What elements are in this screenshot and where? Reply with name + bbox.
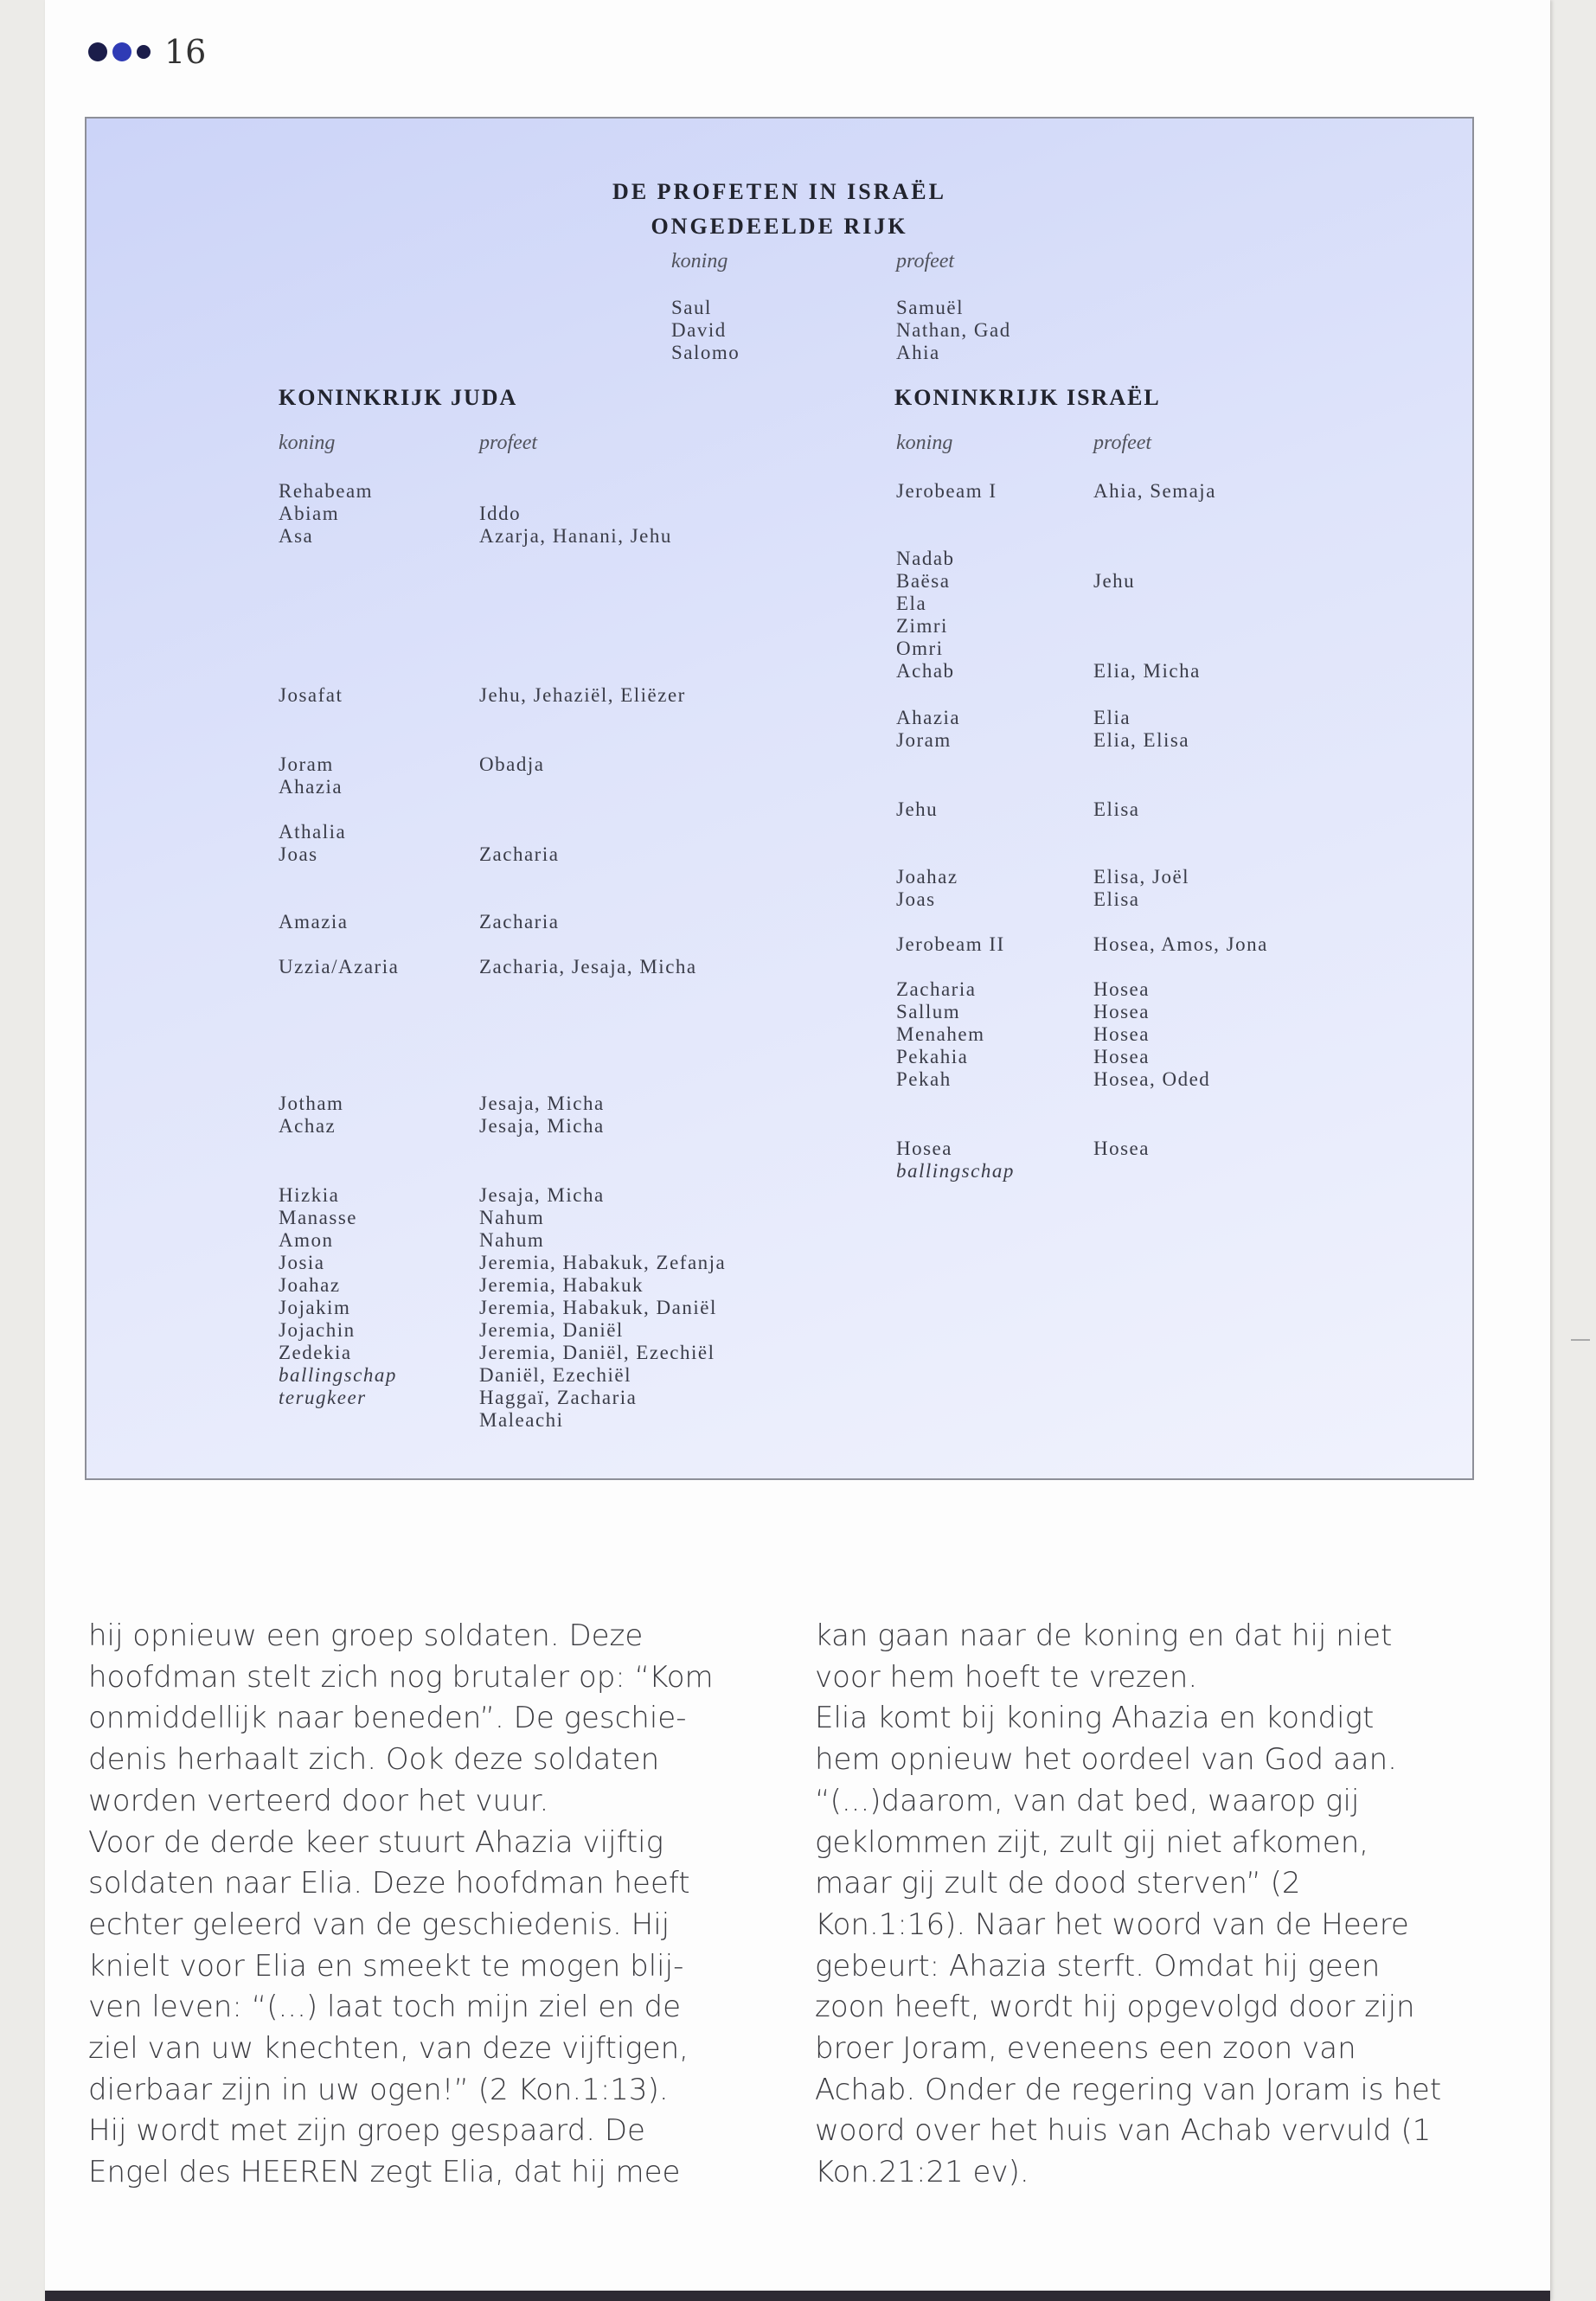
prophet-names	[1093, 1160, 1150, 1183]
page-number: 16	[164, 33, 207, 71]
king-name: Zedekia	[279, 1342, 352, 1363]
israel-group	[896, 933, 1005, 956]
king-name: Amon	[279, 1229, 334, 1251]
israel-group-prophets	[1093, 707, 1189, 752]
table-title: DE PROFETEN IN ISRAËL	[612, 179, 946, 204]
king-name: Josia	[279, 1252, 325, 1273]
king-name: Sallum	[896, 1001, 961, 1022]
prophet-names	[479, 821, 559, 843]
juda-group-prophets	[479, 1184, 726, 1432]
period-label: ballingschap	[896, 1160, 1015, 1182]
king-name: Achab	[896, 660, 955, 682]
king-name: Joahaz	[279, 1274, 341, 1296]
israel-heading: KONINKRIJK ISRAËL	[894, 385, 1161, 410]
juda-group-prophets	[479, 753, 544, 798]
prophet-names: Zacharia	[479, 843, 560, 865]
king-name: Josafat	[279, 684, 343, 706]
juda-group-prophets	[479, 1093, 605, 1138]
prophet-names: Elia, Micha	[1093, 660, 1201, 682]
period-label: ballingschap	[279, 1364, 397, 1386]
juda-col-king: koning	[279, 432, 336, 454]
king-name: Abiam	[279, 503, 340, 524]
israel-group-prophets	[1093, 933, 1268, 956]
king-name: Jerobeam II	[896, 933, 1005, 955]
king-name: Salomo	[671, 342, 740, 363]
king-name: Zacharia	[896, 978, 977, 1000]
juda-group-prophets	[479, 684, 686, 707]
prophet-names: Jeremia, Habakuk, Daniël	[479, 1297, 717, 1318]
prophet-names: Hosea	[1093, 1046, 1150, 1067]
king-name: Hosea	[896, 1138, 952, 1159]
prophet-names	[1093, 593, 1201, 615]
juda-group-prophets	[479, 480, 672, 548]
prophet-names	[1093, 638, 1201, 660]
king-name: Omri	[896, 638, 944, 659]
juda-group-prophets	[479, 911, 559, 933]
israel-group	[896, 480, 997, 503]
king-name: Baësa	[896, 570, 951, 592]
undivided-col-prophet: profeet	[896, 250, 955, 272]
israel-group	[896, 798, 938, 821]
prophet-names: Nathan, Gad	[896, 319, 1011, 341]
body-column-left	[88, 1616, 763, 2194]
prophet-names: Iddo	[479, 503, 522, 524]
king-name: Saul	[671, 297, 712, 318]
king-name: Ahazia	[279, 776, 343, 798]
prophet-names	[479, 480, 672, 503]
juda-group-prophets	[479, 956, 697, 978]
israel-group-prophets	[1093, 798, 1140, 821]
prophet-names: Obadja	[479, 753, 545, 775]
prophet-names: Jesaja, Micha	[479, 1184, 605, 1206]
israel-group-prophets	[1093, 1138, 1150, 1183]
prophet-names: Elisa	[1093, 798, 1140, 820]
prophet-names: Hosea, Oded	[1093, 1068, 1211, 1090]
undivided-kings	[671, 297, 740, 364]
king-name: Amazia	[279, 911, 349, 933]
juda-group	[279, 1184, 397, 1409]
prophet-names	[1093, 548, 1201, 570]
prophet-names: Hosea	[1093, 1023, 1150, 1045]
israel-group	[896, 866, 958, 911]
body-paragraph: kan gaan naar de koning en dat hij niet voor hem hoeft te vrezen. Elia komt bij koning Ahazia en kondigt hem opnieuw het oordeel van God aan. “(...)daarom, van dat bed, waarop gij geklommen zijt, zult gij niet afkomen, maar gij zult de dood sterven” (2 Kon.1:16). Naar het woord van de Heere gebeurt: Ahazia sterft. Omdat hij geen zoon heeft, wordt hij opgevolgd door zijn broer Joram, eveneens een zoon van Achab. Onder de regering van Joram is het woord over het huis van Achab vervuld (1 Kon.21:21 ev).	[815, 1618, 1442, 2190]
king-name: Pekah	[896, 1068, 952, 1090]
king-name: Jojachin	[279, 1319, 356, 1341]
king-name: David	[671, 319, 727, 341]
king-name: Jerobeam I	[896, 480, 997, 502]
juda-group	[279, 1093, 343, 1138]
prophet-names: Jeremia, Habakuk, Zefanja	[479, 1252, 727, 1273]
prophet-names: Nahum	[479, 1207, 545, 1228]
prophet-names: Azarja, Hanani, Jehu	[479, 525, 672, 547]
undivided-prophets	[896, 297, 1011, 364]
juda-group	[279, 821, 346, 866]
prophet-names: Elia	[1093, 707, 1131, 728]
king-name: Joas	[896, 888, 936, 910]
king-name: Jehu	[896, 798, 939, 820]
bottom-band	[45, 2291, 1550, 2301]
bullet-dot-icon	[137, 45, 151, 59]
edge-mark	[1571, 1339, 1590, 1341]
israel-group-prophets	[1093, 480, 1216, 503]
prophet-names: Zacharia	[479, 911, 560, 933]
israel-group	[896, 978, 984, 1091]
king-name: Jojakim	[279, 1297, 351, 1318]
king-name: Hizkia	[279, 1184, 340, 1206]
king-name: Joram	[279, 753, 334, 775]
prophet-names: Hosea	[1093, 1138, 1150, 1159]
book-page	[45, 0, 1550, 2301]
undivided-heading: ONGEDEELDE RIJK	[651, 214, 908, 239]
bullet-dot-icon	[88, 42, 107, 61]
juda-col-prophet: profeet	[479, 432, 538, 454]
prophet-names: Elisa, Joël	[1093, 866, 1190, 888]
king-name: Asa	[279, 525, 314, 547]
body-paragraph: hij opnieuw een groep soldaten. Deze hoofdman stelt zich nog brutaler op: “Kom onmiddellijk naar beneden”. De geschie- denis herhaalt zich. Ook deze soldaten worden verteerd door het vuur. Voor de derde keer stuurt Ahazia vijftig soldaten naar Elia. Deze hoofdman heeft echter geleerd van de geschiedenis. Hij knielt voor Elia en smeekt te mogen blij- ven leven: “(...) laat toch mijn ziel en de ziel van uw knechten, van deze vijftigen, dierbaar zijn in uw ogen!” (2 Kon.1:13). Hij wordt met zijn groep gespaard. De Engel des HEEREN zegt Elia, dat hij mee	[88, 1618, 714, 2190]
juda-group	[279, 684, 343, 707]
king-name: Joahaz	[896, 866, 958, 888]
king-name: Uzzia/Azaria	[279, 956, 400, 977]
israel-group-prophets	[1093, 548, 1201, 683]
prophet-names: Jeremia, Daniël	[479, 1319, 624, 1341]
king-name: Manasse	[279, 1207, 357, 1228]
king-name: Jotham	[279, 1093, 344, 1114]
period-label: terugkeer	[279, 1387, 367, 1408]
israel-group	[896, 1138, 1015, 1183]
prophet-names: Hosea	[1093, 978, 1150, 1000]
page-header	[88, 33, 206, 71]
prophet-names	[1093, 615, 1201, 638]
prophet-names: Zacharia, Jesaja, Micha	[479, 956, 697, 977]
prophets-table	[85, 117, 1474, 1480]
prophet-names: Haggaï, Zacharia	[479, 1387, 638, 1408]
israel-col-prophet: profeet	[1093, 432, 1152, 454]
prophet-names: Jesaja, Micha	[479, 1115, 605, 1137]
prophet-names	[479, 776, 544, 798]
israel-group	[896, 707, 960, 752]
prophet-names: Jesaja, Micha	[479, 1093, 605, 1114]
prophet-names: Jehu, Jehaziël, Eliëzer	[479, 684, 686, 706]
king-name: Athalia	[279, 821, 347, 843]
juda-heading: KONINKRIJK JUDA	[279, 385, 518, 410]
prophet-names: Ahia	[896, 342, 940, 363]
king-name: Joram	[896, 729, 952, 751]
king-name: Rehabeam	[279, 480, 374, 502]
israel-col-king: koning	[896, 432, 953, 454]
prophet-names: Jehu	[1093, 570, 1136, 592]
prophet-names: Daniël, Ezechiël	[479, 1364, 631, 1386]
juda-group	[279, 956, 399, 978]
bullet-dot-icon	[112, 42, 131, 61]
prophet-names: Jeremia, Daniël, Ezechiël	[479, 1342, 715, 1363]
juda-group	[279, 480, 373, 548]
king-name: Menahem	[896, 1023, 985, 1045]
israel-group-prophets	[1093, 978, 1210, 1091]
prophet-names: Nahum	[479, 1229, 545, 1251]
prophet-names: Maleachi	[479, 1409, 564, 1431]
prophet-names: Hosea, Amos, Jona	[1093, 933, 1268, 955]
undivided-col-king: koning	[671, 250, 728, 272]
king-name: Achaz	[279, 1115, 337, 1137]
juda-group	[279, 753, 343, 798]
prophet-names: Jeremia, Habakuk	[479, 1274, 644, 1296]
juda-group-prophets	[479, 821, 559, 866]
prophet-names: Hosea	[1093, 1001, 1150, 1022]
king-name: Ela	[896, 593, 927, 614]
prophet-names: Elia, Elisa	[1093, 729, 1190, 751]
king-name: Pekahia	[896, 1046, 969, 1067]
israel-group	[896, 548, 955, 683]
body-column-right	[815, 1616, 1490, 2194]
prophet-names: Ahia, Semaja	[1093, 480, 1216, 502]
israel-group-prophets	[1093, 866, 1189, 911]
prophet-names: Elisa	[1093, 888, 1140, 910]
juda-group	[279, 911, 349, 933]
king-name: Nadab	[896, 548, 955, 569]
prophet-names: Samuël	[896, 297, 964, 318]
king-name: Joas	[279, 843, 318, 865]
king-name: Zimri	[896, 615, 948, 637]
king-name: Ahazia	[896, 707, 961, 728]
